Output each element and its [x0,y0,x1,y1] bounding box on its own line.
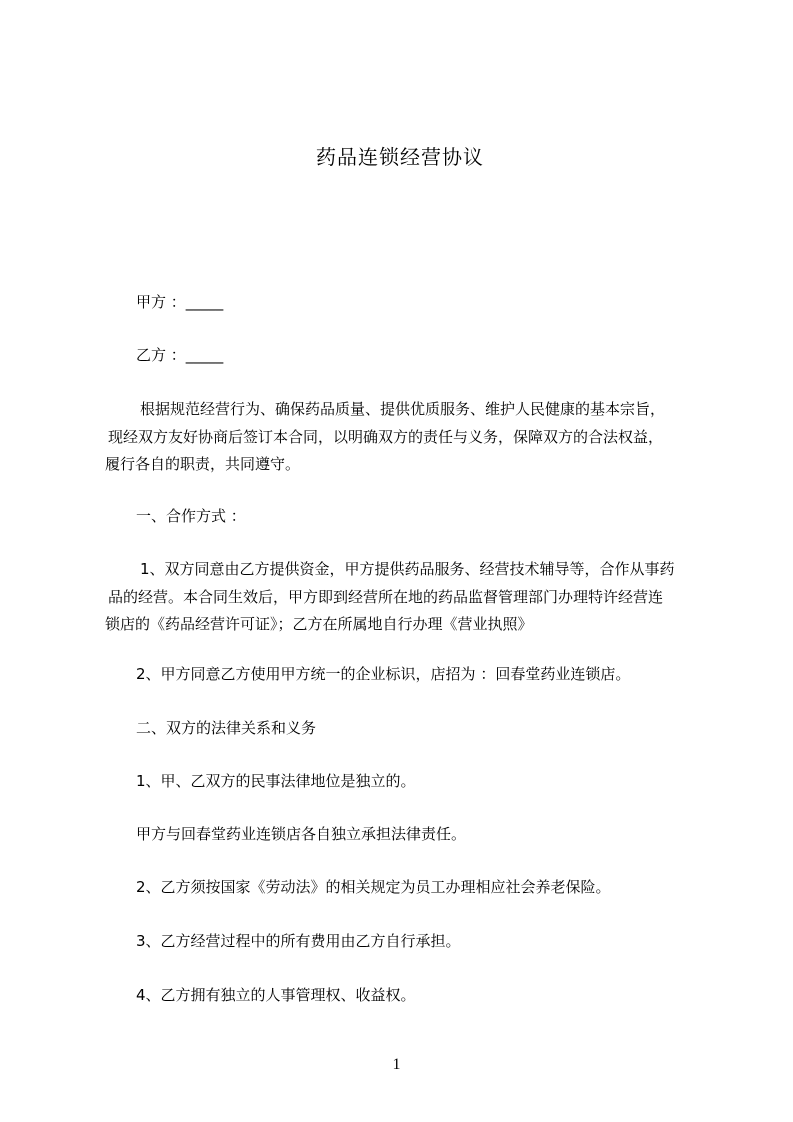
section-2-clause-4: 4、乙方拥有独立的人事管理权、收益权。 [136,986,416,1004]
preamble-line-2: 现经双方友好协商后签订本合同，以明确双方的责任与义务，保障双方的合法权益， [108,427,664,446]
party-b-line: 乙方 ：_____ [136,346,224,364]
clause-1-1-line-3: 锁店的《药品经营许可证》；乙方在所属地自行办理《营业执照》 [105,615,533,633]
section-2-clause-2: 2、乙方须按国家《劳动法》的相关规定为员工办理相应社会养老保险。 [136,878,611,896]
clause-1-1-line-1: 1、双方同意由乙方提供资金，甲方提供药品服务、经营技术辅导等，合作从事药 [140,560,675,578]
section-1-clause-2: 2、甲方同意乙方使用甲方统一的企业标识，店招为 ：回春堂药业连锁店。 [136,665,631,683]
section-2-clause-1: 1、甲、乙双方的民事法律地位是独立的。 [136,772,416,790]
preamble-line-1: 根据规范经营行为、确保药品质量、提供优质服务、维护人民健康的基本宗旨， [140,400,666,418]
document-title: 药品连锁经营协议 [316,145,484,169]
preamble-paragraph [105,396,695,479]
clause-1-1-line-2: 品的经营。本合同生效后，甲方即到经营所在地的药品监督管理部门办理特许经营连 [108,587,664,606]
party-a-line: 甲方 ：_____ [136,293,224,311]
section-1-clause-1 [105,556,695,639]
section-1-heading: 一、合作方式 ： [136,507,246,525]
preamble-line-3: 履行各自的职责，共同遵守。 [105,455,301,473]
page-number: 1 [392,1056,401,1073]
section-2-clause-3: 3、乙方经营过程中的所有费用由乙方自行承担。 [136,932,461,950]
section-2-heading: 二、双方的法律关系和义务 [136,719,317,737]
section-2-clause-1-note: 甲方与回春堂药业连锁店各自独立承担法律责任。 [136,825,467,843]
